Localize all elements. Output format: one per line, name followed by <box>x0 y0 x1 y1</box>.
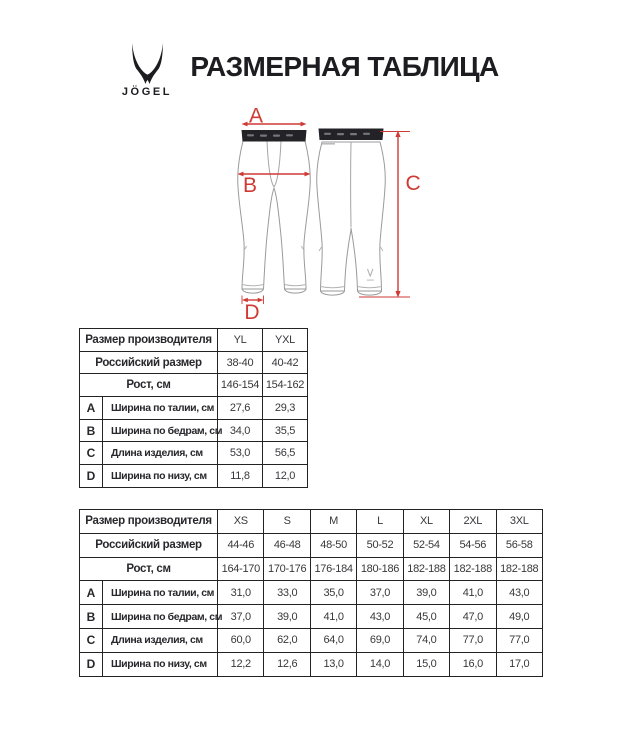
header-value-cell: 182-188 <box>496 557 543 581</box>
header-value-cell: YXL <box>263 329 308 352</box>
measure-row <box>80 465 308 488</box>
header-label-cell: Российский размер <box>80 533 218 557</box>
header-label-cell: Российский размер <box>80 351 218 374</box>
measure-value-cell: 29,3 <box>263 397 308 420</box>
header-value-cell: 2XL <box>450 510 496 534</box>
dimension-letter-cell: B <box>80 419 103 442</box>
header-value-cell: 164-170 <box>218 557 264 581</box>
measure-value-cell: 27,6 <box>218 397 263 420</box>
table-header-row <box>80 351 308 374</box>
header-value-cell: 3XL <box>496 510 543 534</box>
table-header-row <box>80 557 543 581</box>
measure-row <box>80 652 543 676</box>
header-value-cell: 56-58 <box>496 533 543 557</box>
size-table-adult <box>79 509 543 677</box>
header-value-cell: 146-154 <box>218 374 263 397</box>
measure-value-cell: 37,0 <box>218 605 264 629</box>
header-value-cell: S <box>264 510 310 534</box>
dim-label-d: D <box>244 301 260 324</box>
measure-row <box>80 605 543 629</box>
measure-value-cell: 39,0 <box>403 581 449 605</box>
dimension-letter-cell: A <box>80 581 103 605</box>
measure-row <box>80 442 308 465</box>
measure-value-cell: 43,0 <box>357 605 403 629</box>
dimension-letter-cell: D <box>80 652 103 676</box>
pants-front-view <box>238 141 311 293</box>
measure-value-cell: 47,0 <box>450 605 496 629</box>
header-value-cell: 52-54 <box>403 533 449 557</box>
measure-value-cell: 13,0 <box>310 652 356 676</box>
page-title: РАЗМЕРНАЯ ТАБЛИЦА <box>190 51 499 82</box>
measure-value-cell: 39,0 <box>264 605 310 629</box>
dimension-letter-cell: C <box>80 628 103 652</box>
measure-value-cell: 56,5 <box>263 442 308 465</box>
measure-value-cell: 34,0 <box>218 419 263 442</box>
header-value-cell: 46-48 <box>264 533 310 557</box>
measure-value-cell: 49,0 <box>496 605 543 629</box>
measure-label-cell: Ширина по низу, см <box>103 465 218 488</box>
measure-value-cell: 69,0 <box>357 628 403 652</box>
header-label-cell: Рост, см <box>80 374 218 397</box>
header-value-cell: 170-176 <box>264 557 310 581</box>
measure-value-cell: 15,0 <box>403 652 449 676</box>
measure-value-cell: 35,5 <box>263 419 308 442</box>
pants-front-outline <box>238 141 311 289</box>
dim-label-a: A <box>248 104 264 128</box>
back-cuff-bands <box>321 291 382 295</box>
header-value-cell: 50-52 <box>357 533 403 557</box>
dim-label-b: B <box>242 174 258 197</box>
back-waistband-label-print <box>322 143 335 145</box>
measure-value-cell: 12,0 <box>263 465 308 488</box>
measure-label-cell: Ширина по низу, см <box>103 652 218 676</box>
measure-value-cell: 12,2 <box>218 652 264 676</box>
measure-value-cell: 60,0 <box>218 628 264 652</box>
header-value-cell: 176-184 <box>310 557 356 581</box>
header-label-cell: Рост, см <box>80 557 218 581</box>
measure-row <box>80 397 308 420</box>
measure-value-cell: 53,0 <box>218 442 263 465</box>
measure-row <box>80 581 543 605</box>
measure-value-cell: 12,6 <box>264 652 310 676</box>
measure-value-cell: 14,0 <box>357 652 403 676</box>
measure-value-cell: 62,0 <box>264 628 310 652</box>
measure-value-cell: 11,8 <box>218 465 263 488</box>
header-value-cell: L <box>357 510 403 534</box>
measure-value-cell: 45,0 <box>403 605 449 629</box>
measure-value-cell: 74,0 <box>403 628 449 652</box>
front-cuff-bands <box>242 289 306 293</box>
header-value-cell: XL <box>403 510 449 534</box>
measure-row <box>80 419 308 442</box>
measure-value-cell: 35,0 <box>310 581 356 605</box>
header-value-cell: 182-188 <box>450 557 496 581</box>
measure-label-cell: Ширина по талии, см <box>103 397 218 420</box>
header-value-cell: 48-50 <box>310 533 356 557</box>
measure-value-cell: 37,0 <box>357 581 403 605</box>
header-label-cell: Размер производителя <box>80 510 218 534</box>
dimension-letter-cell: A <box>80 397 103 420</box>
measure-value-cell: 41,0 <box>450 581 496 605</box>
measure-label-cell: Ширина по бедрам, см <box>103 605 218 629</box>
table-header-row <box>80 533 543 557</box>
pants-back-view <box>317 142 386 295</box>
header-value-cell: 38-40 <box>218 351 263 374</box>
measure-value-cell: 33,0 <box>264 581 310 605</box>
measure-value-cell: 16,0 <box>450 652 496 676</box>
table-header-row <box>80 510 543 534</box>
dimension-letter-cell: B <box>80 605 103 629</box>
header-value-cell: 40-42 <box>263 351 308 374</box>
header-value-cell: 54-56 <box>450 533 496 557</box>
dim-label-c: C <box>405 172 421 195</box>
header-value-cell: YL <box>218 329 263 352</box>
header-value-cell: 154-162 <box>263 374 308 397</box>
measure-value-cell: 31,0 <box>218 581 264 605</box>
measure-label-cell: Ширина по бедрам, см <box>103 419 218 442</box>
dimension-letter-cell: D <box>80 465 103 488</box>
table-header-row <box>80 374 308 397</box>
back-leg-print <box>367 280 374 281</box>
measure-value-cell: 17,0 <box>496 652 543 676</box>
header-value-cell: XS <box>218 510 264 534</box>
header-label-cell: Размер производителя <box>80 329 218 352</box>
brand-name: JÖGEL <box>121 86 173 98</box>
measure-value-cell: 41,0 <box>310 605 356 629</box>
measure-label-cell: Ширина по талии, см <box>103 581 218 605</box>
measure-label-cell: Длина изделия, см <box>103 442 218 465</box>
header-value-cell: 180-186 <box>357 557 403 581</box>
header-value-cell: 44-46 <box>218 533 264 557</box>
pants-front-waistband <box>242 130 307 142</box>
pants-size-diagram <box>228 93 432 327</box>
measure-label-cell: Длина изделия, см <box>103 628 218 652</box>
measure-value-cell: 64,0 <box>310 628 356 652</box>
measure-value-cell: 77,0 <box>450 628 496 652</box>
header-value-cell: M <box>310 510 356 534</box>
measure-value-cell: 43,0 <box>496 581 543 605</box>
measure-value-cell: 77,0 <box>496 628 543 652</box>
header-value-cell: 182-188 <box>403 557 449 581</box>
dimension-letter-cell: C <box>80 442 103 465</box>
measure-row <box>80 628 543 652</box>
table-header-row <box>80 329 308 352</box>
size-table-youth <box>79 328 308 488</box>
